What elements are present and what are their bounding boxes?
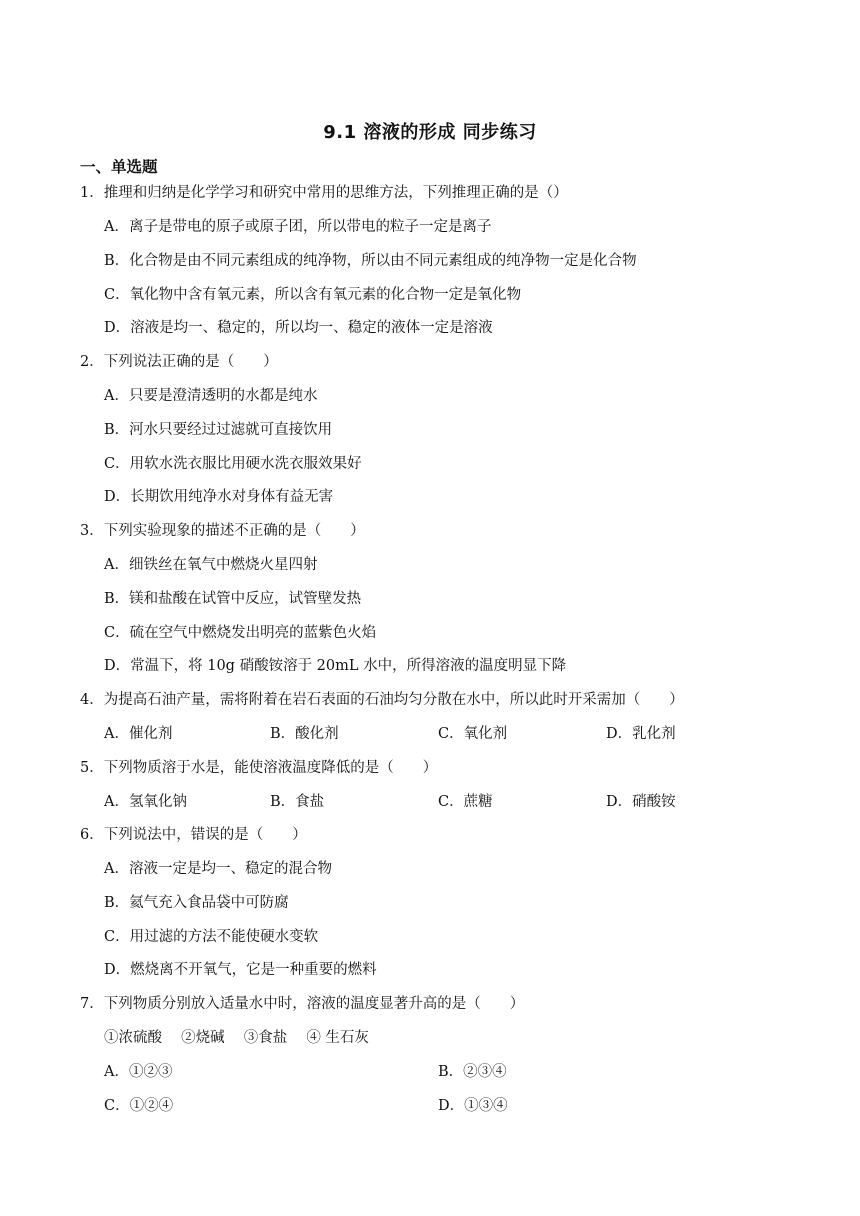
question-1-option-c: C．氧化物中含有氧元素，所以含有氧元素的化合物一定是氧化物 [104,287,522,303]
question-2-option-b: B．河水只要经过过滤就可直接饮用 [104,422,333,438]
question-5-option-b: B．食盐 [270,794,325,810]
question-7-option-b: B．②③④ [438,1064,507,1080]
question-7-stem: 7．下列物质分别放入适量水中时，溶液的温度显著升高的是（ ） [80,996,525,1012]
question-4-option-a: A．催化剂 [104,726,173,742]
question-2-option-c: C．用软水洗衣服比用硬水洗衣服效果好 [104,456,362,472]
question-2-stem: 2．下列说法正确的是（ ） [80,354,278,370]
question-5-stem: 5．下列物质溶于水是，能使溶液温度降低的是（ ） [80,760,438,776]
question-3-option-d: D．常温下，将 10g 硝酸铵溶于 20mL 水中，所得溶液的温度明显下降 [104,658,567,674]
question-5-option-c: C．蔗糖 [438,794,493,810]
question-1-option-b: B．化合物是由不同元素组成的纯净物，所以由不同元素组成的纯净物一定是化合物 [104,253,637,269]
question-3-option-c: C．硫在空气中燃烧发出明亮的蓝紫色火焰 [104,625,377,641]
question-7-option-d: D．①③④ [438,1098,508,1114]
question-3-stem: 3．下列实验现象的描述不正确的是（ ） [80,523,365,539]
question-4-option-d: D．乳化剂 [606,726,676,742]
question-5-option-a: A．氢氧化钠 [104,794,187,810]
question-2-option-a: A．只要是澄清透明的水都是纯水 [104,388,318,404]
question-3-option-a: A．细铁丝在氧气中燃烧火星四射 [104,557,318,573]
question-7-option-c: C．①②④ [104,1098,174,1114]
question-1-option-d: D．溶液是均一、稳定的，所以均一、稳定的液体一定是溶液 [104,320,493,336]
question-6-option-c: C．用过滤的方法不能使硬水变软 [104,929,319,945]
question-4-option-b: B．酸化剂 [270,726,339,742]
section-heading: 一、单选题 [80,158,158,176]
question-5-option-d: D．硝酸铵 [606,794,676,810]
question-7-items: ①浓硫酸 ②烧碱 ③食盐 ④ 生石灰 [104,1030,369,1046]
question-6-option-a: A．溶液一定是均一、稳定的混合物 [104,861,332,877]
page-title: 9.1 溶液的形成 同步练习 [323,122,537,143]
question-6-option-d: D．燃烧离不开氧气，它是一种重要的燃料 [104,962,377,978]
question-6-option-b: B．氦气充入食品袋中可防腐 [104,895,289,911]
question-2-option-d: D．长期饮用纯净水对身体有益无害 [104,489,334,505]
question-1-stem: 1．推理和归纳是化学学习和研究中常用的思维方法，下列推理正确的是（） [80,185,568,201]
question-4-stem: 4．为提高石油产量，需将附着在岩石表面的石油均匀分散在水中，所以此时开采需加（ ） [80,692,684,708]
question-7-option-a: A．①②③ [104,1064,173,1080]
question-3-option-b: B．镁和盐酸在试管中反应，试管壁发热 [104,591,362,607]
question-1-option-a: A．离子是带电的原子或原子团，所以带电的粒子一定是离子 [104,219,492,235]
question-6-stem: 6．下列说法中，错误的是（ ） [80,827,307,843]
question-4-option-c: C．氧化剂 [438,726,508,742]
